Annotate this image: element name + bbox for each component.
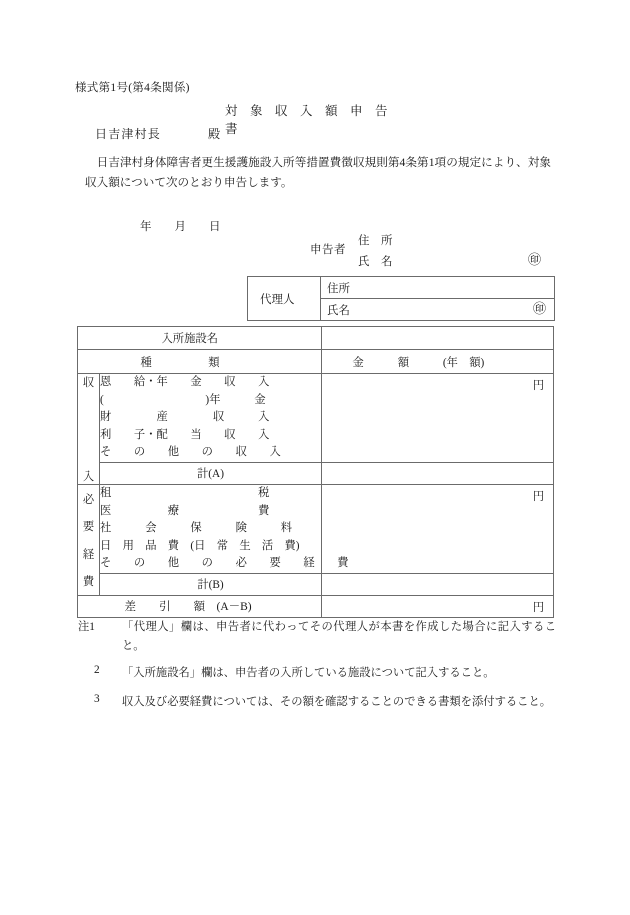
applicant-address-label: 住 所 [358, 235, 393, 247]
yen-unit: 円 [532, 380, 544, 392]
expenses-subtotal-label: 計(B) [197, 579, 224, 592]
body-paragraph: 日吉津村身体障害者更生援護施設入所等措置費徴収規則第4条第1項の規定により、対象収入額について次のとおり申告します。 [85, 156, 551, 189]
kind-header-label: 種 類 [140, 356, 220, 369]
expenses-subtotal-amount-cell[interactable] [322, 573, 554, 595]
income-side-char-2: 入 [82, 470, 95, 483]
note-number: 2 [94, 664, 100, 676]
income-subtotal-row [78, 462, 554, 484]
income-item [100, 392, 321, 410]
facility-label-cell [78, 327, 322, 350]
income-item-label: 利 子・配 当 収 入 [100, 428, 270, 441]
income-subtotal-amount-cell[interactable] [322, 462, 554, 484]
facility-label: 入所施設名 [161, 333, 218, 345]
proxy-address-label: 住所 [327, 282, 350, 295]
proxy-label-cell [248, 277, 321, 320]
amount-header-label: 金 額 (年 額) [352, 356, 485, 369]
income-side-char-1: 収 [82, 377, 95, 389]
income-item-label: ( )年 金 [100, 393, 266, 406]
expenses-side-char-4: 費 [82, 576, 95, 589]
seal-icon: ㊞ [528, 252, 542, 267]
note-number: 注1 [78, 621, 95, 633]
date-line[interactable] [140, 218, 230, 234]
expenses-item-label: 社 会 保 険 料 [100, 522, 293, 535]
addressee-honorific: 殿 [207, 127, 220, 141]
expenses-side-char-1: 必 [82, 493, 95, 506]
expenses-item-label: 租 税 [100, 486, 270, 499]
income-item-label: 恩 給・年 金 収 入 [100, 376, 270, 388]
income-item-label: 財 産 収 入 [100, 411, 270, 424]
expenses-items-cell [100, 484, 349, 573]
expenses-amount-cell[interactable] [322, 484, 554, 573]
amount-header-cell [322, 350, 554, 374]
applicant-label: 申告者 [310, 244, 346, 256]
applicant-name-label: 氏 名 [358, 256, 393, 268]
proxy-address-cell[interactable] [321, 277, 555, 299]
note-text: 「入所施設名」欄は、申告者の入所している施設について記入すること。 [122, 667, 495, 679]
proxy-name-cell[interactable] [321, 299, 555, 321]
note-text: 「代理人」欄は、申告者に代わってその代理人が本書を作成した場合に記入すること。 [122, 621, 556, 652]
expenses-side-char-3: 経 [82, 548, 95, 561]
expenses-item-label: 医 療 費 [100, 504, 270, 517]
income-side-label-cell [78, 374, 100, 485]
expenses-items-row [78, 484, 554, 573]
expenses-side-label-cell [78, 484, 100, 595]
expenses-item-label: 日 用 品 費 (日 常 生 活 費) [100, 539, 300, 552]
income-item [100, 409, 321, 427]
expenses-item [100, 538, 321, 556]
expenses-subtotal-label-cell [100, 573, 322, 595]
income-item [100, 374, 321, 392]
income-items-cell [100, 374, 322, 463]
expenses-item [100, 555, 349, 573]
income-item [100, 427, 321, 445]
proxy-address-row [248, 277, 554, 299]
income-side-label [78, 374, 99, 484]
difference-label-cell [78, 595, 322, 617]
date-line-text: 年 月 日 [140, 221, 221, 233]
facility-value-cell[interactable] [322, 327, 554, 350]
expenses-item [100, 503, 321, 521]
expenses-subtotal-row [78, 573, 554, 595]
addressee-row [95, 125, 220, 142]
yen-unit: 円 [532, 601, 544, 614]
table-header-row [78, 350, 554, 374]
expenses-item [100, 485, 321, 503]
note-item [78, 618, 556, 656]
declaration-table [77, 326, 553, 618]
yen-unit: 円 [532, 490, 544, 503]
income-items-row [78, 374, 554, 463]
difference-label: 差 引 額 (A－B) [124, 601, 252, 614]
income-item [100, 444, 321, 462]
kind-header-cell [78, 350, 322, 374]
expenses-side-label [78, 485, 99, 595]
note-item [78, 693, 556, 712]
note-text: 収入及び必要経費については、その額を確認することのできる書類を添付すること。 [122, 696, 552, 708]
proxy-table [247, 276, 555, 321]
income-amount-cell[interactable] [322, 374, 554, 463]
difference-amount-cell[interactable] [322, 595, 554, 617]
addressee-name: 日吉津村長 [95, 127, 162, 141]
page-title: 対 象 収 入 額 申 告 書 [225, 104, 401, 136]
expenses-item [100, 520, 321, 538]
note-item [78, 664, 556, 683]
facility-row [78, 327, 554, 350]
proxy-label: 代理人 [260, 293, 295, 306]
income-item-label: そ の 他 の 収 入 [100, 446, 281, 459]
difference-row [78, 595, 554, 617]
income-subtotal-label-cell [100, 462, 322, 484]
expenses-item-label: そ の 他 の 必 要 経 費 [100, 557, 349, 570]
form-number: 様式第1号(第4条関係) [75, 82, 190, 94]
seal-icon: ㊞ [532, 301, 546, 316]
income-subtotal-label: 計(A) [197, 468, 224, 481]
expenses-side-char-2: 要 [82, 521, 95, 534]
notes-section [78, 618, 556, 717]
note-number: 3 [94, 693, 100, 705]
proxy-name-label: 氏名 [327, 304, 350, 317]
